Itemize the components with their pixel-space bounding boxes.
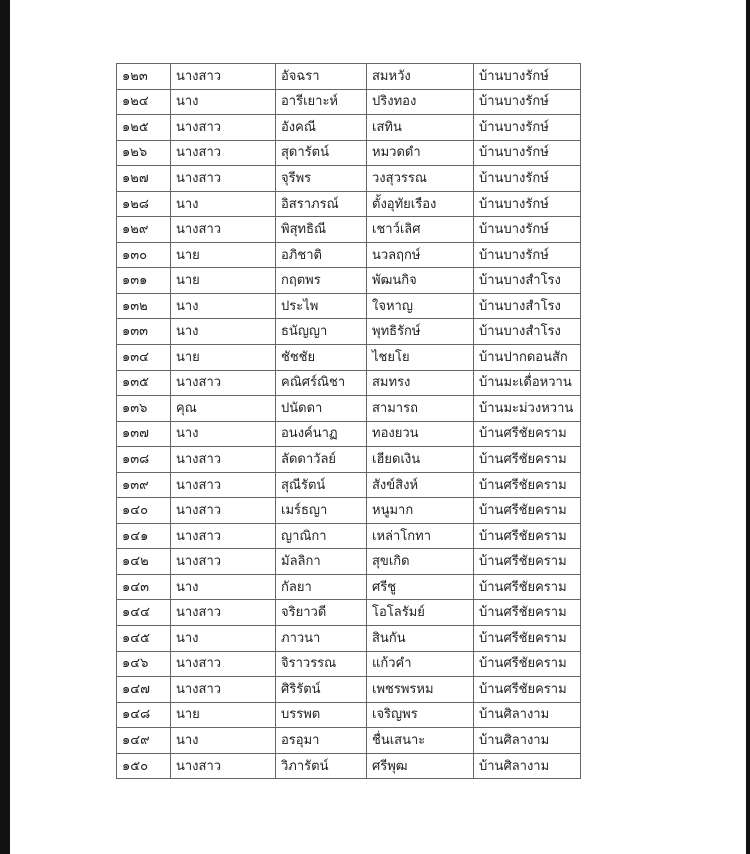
roster-table bbox=[116, 63, 581, 779]
name-title-cell: นางสาว bbox=[171, 498, 276, 524]
first-name-cell: ศิริรัตน์ bbox=[276, 677, 367, 703]
name-title-cell: นางสาว bbox=[171, 753, 276, 779]
first-name-cell: วิภารัตน์ bbox=[276, 753, 367, 779]
first-name-cell: จริยาวดี bbox=[276, 600, 367, 626]
first-name-cell: สุดารัตน์ bbox=[276, 140, 367, 166]
name-title-cell: นาย bbox=[171, 345, 276, 371]
roster-table-body bbox=[117, 64, 581, 779]
row-number-cell: ๑๔๐ bbox=[117, 498, 171, 524]
first-name-cell: ชัชชัย bbox=[276, 345, 367, 371]
first-name-cell: อภิชาติ bbox=[276, 242, 367, 268]
first-name-cell: อนงค์นาฏ bbox=[276, 421, 367, 447]
table-row bbox=[117, 345, 581, 371]
name-title-cell: นางสาว bbox=[171, 600, 276, 626]
last-name-cell: เฮียดเงิน bbox=[367, 447, 474, 473]
name-title-cell: นางสาว bbox=[171, 472, 276, 498]
first-name-cell: อัจฉรา bbox=[276, 64, 367, 90]
row-number-cell: ๑๓๕ bbox=[117, 370, 171, 396]
last-name-cell: เสทิน bbox=[367, 115, 474, 141]
village-name-cell: บ้านศรีชัยคราม bbox=[474, 600, 581, 626]
village-name-cell: บ้านบางสำโรง bbox=[474, 268, 581, 294]
village-name-cell: บ้านศรีชัยคราม bbox=[474, 472, 581, 498]
first-name-cell: อารีเยาะห์ bbox=[276, 89, 367, 115]
table-row bbox=[117, 191, 581, 217]
table-row bbox=[117, 242, 581, 268]
name-title-cell: นางสาว bbox=[171, 64, 276, 90]
row-number-cell: ๑๔๘ bbox=[117, 702, 171, 728]
village-name-cell: บ้านศิลางาม bbox=[474, 702, 581, 728]
row-number-cell: ๑๒๗ bbox=[117, 166, 171, 192]
row-number-cell: ๑๔๓ bbox=[117, 574, 171, 600]
first-name-cell: สุณีรัตน์ bbox=[276, 472, 367, 498]
first-name-cell: จุรีพร bbox=[276, 166, 367, 192]
name-title-cell: นาง bbox=[171, 728, 276, 754]
last-name-cell: สามารถ bbox=[367, 396, 474, 422]
last-name-cell: เหล่าโกทา bbox=[367, 523, 474, 549]
village-name-cell: บ้านปากดอนสัก bbox=[474, 345, 581, 371]
name-title-cell: นางสาว bbox=[171, 549, 276, 575]
row-number-cell: ๑๓๖ bbox=[117, 396, 171, 422]
row-number-cell: ๑๕๐ bbox=[117, 753, 171, 779]
first-name-cell: ลัดดาวัลย์ bbox=[276, 447, 367, 473]
table-row bbox=[117, 447, 581, 473]
row-number-cell: ๑๓๘ bbox=[117, 447, 171, 473]
table-row bbox=[117, 370, 581, 396]
last-name-cell: ทองยวน bbox=[367, 421, 474, 447]
first-name-cell: เมร์ธญา bbox=[276, 498, 367, 524]
name-title-cell: นาง bbox=[171, 626, 276, 652]
table-row bbox=[117, 523, 581, 549]
first-name-cell: พิสุทธิณี bbox=[276, 217, 367, 243]
name-title-cell: นาย bbox=[171, 242, 276, 268]
table-row bbox=[117, 115, 581, 141]
first-name-cell: ปนัดดา bbox=[276, 396, 367, 422]
first-name-cell: อังคณี bbox=[276, 115, 367, 141]
village-name-cell: บ้านศรีชัยคราม bbox=[474, 651, 581, 677]
village-name-cell: บ้านศรีชัยคราม bbox=[474, 626, 581, 652]
village-name-cell: บ้านบางรักษ์ bbox=[474, 64, 581, 90]
first-name-cell: อรอุมา bbox=[276, 728, 367, 754]
document-page bbox=[10, 0, 746, 854]
row-number-cell: ๑๔๔ bbox=[117, 600, 171, 626]
name-title-cell: นางสาว bbox=[171, 447, 276, 473]
last-name-cell: ปริงทอง bbox=[367, 89, 474, 115]
name-title-cell: นาย bbox=[171, 268, 276, 294]
row-number-cell: ๑๔๑ bbox=[117, 523, 171, 549]
first-name-cell: ญาณิกา bbox=[276, 523, 367, 549]
row-number-cell: ๑๒๘ bbox=[117, 191, 171, 217]
name-title-cell: นางสาว bbox=[171, 651, 276, 677]
last-name-cell: พัฒนกิจ bbox=[367, 268, 474, 294]
first-name-cell: มัลลิกา bbox=[276, 549, 367, 575]
table-row bbox=[117, 89, 581, 115]
village-name-cell: บ้านบางรักษ์ bbox=[474, 166, 581, 192]
table-row bbox=[117, 498, 581, 524]
row-number-cell: ๑๔๕ bbox=[117, 626, 171, 652]
last-name-cell: เจริญพร bbox=[367, 702, 474, 728]
first-name-cell: ประไพ bbox=[276, 293, 367, 319]
table-row bbox=[117, 600, 581, 626]
first-name-cell: ธนัญญา bbox=[276, 319, 367, 345]
name-title-cell: นางสาว bbox=[171, 677, 276, 703]
name-title-cell: คุณ bbox=[171, 396, 276, 422]
row-number-cell: ๑๔๖ bbox=[117, 651, 171, 677]
table-row bbox=[117, 753, 581, 779]
table-row bbox=[117, 626, 581, 652]
name-title-cell: นางสาว bbox=[171, 523, 276, 549]
first-name-cell: จิราวรรณ bbox=[276, 651, 367, 677]
village-name-cell: บ้านมะม่วงหวาน bbox=[474, 396, 581, 422]
row-number-cell: ๑๒๙ bbox=[117, 217, 171, 243]
village-name-cell: บ้านมะเดื่อหวาน bbox=[474, 370, 581, 396]
table-row bbox=[117, 702, 581, 728]
row-number-cell: ๑๓๓ bbox=[117, 319, 171, 345]
table-row bbox=[117, 396, 581, 422]
name-title-cell: นางสาว bbox=[171, 370, 276, 396]
name-title-cell: นาง bbox=[171, 293, 276, 319]
name-title-cell: นาง bbox=[171, 574, 276, 600]
last-name-cell: โอโลรัมย์ bbox=[367, 600, 474, 626]
name-title-cell: นาง bbox=[171, 191, 276, 217]
village-name-cell: บ้านศิลางาม bbox=[474, 753, 581, 779]
last-name-cell: สมทรง bbox=[367, 370, 474, 396]
last-name-cell: ชื่นเสนาะ bbox=[367, 728, 474, 754]
row-number-cell: ๑๒๓ bbox=[117, 64, 171, 90]
row-number-cell: ๑๓๒ bbox=[117, 293, 171, 319]
row-number-cell: ๑๓๗ bbox=[117, 421, 171, 447]
row-number-cell: ๑๓๙ bbox=[117, 472, 171, 498]
last-name-cell: หนูมาก bbox=[367, 498, 474, 524]
last-name-cell: สมหวัง bbox=[367, 64, 474, 90]
village-name-cell: บ้านศรีชัยคราม bbox=[474, 498, 581, 524]
table-row bbox=[117, 268, 581, 294]
first-name-cell: กัลยา bbox=[276, 574, 367, 600]
first-name-cell: บรรพต bbox=[276, 702, 367, 728]
name-title-cell: นางสาว bbox=[171, 140, 276, 166]
table-row bbox=[117, 64, 581, 90]
table-row bbox=[117, 140, 581, 166]
village-name-cell: บ้านบางรักษ์ bbox=[474, 115, 581, 141]
village-name-cell: บ้านศรีชัยคราม bbox=[474, 549, 581, 575]
table-row bbox=[117, 677, 581, 703]
name-title-cell: นาง bbox=[171, 421, 276, 447]
village-name-cell: บ้านศรีชัยคราม bbox=[474, 447, 581, 473]
village-name-cell: บ้านบางรักษ์ bbox=[474, 89, 581, 115]
name-title-cell: นาง bbox=[171, 319, 276, 345]
row-number-cell: ๑๔๗ bbox=[117, 677, 171, 703]
row-number-cell: ๑๔๙ bbox=[117, 728, 171, 754]
last-name-cell: ใจหาญ bbox=[367, 293, 474, 319]
village-name-cell: บ้านศรีชัยคราม bbox=[474, 574, 581, 600]
name-title-cell: นาง bbox=[171, 89, 276, 115]
row-number-cell: ๑๒๔ bbox=[117, 89, 171, 115]
village-name-cell: บ้านศรีชัยคราม bbox=[474, 421, 581, 447]
village-name-cell: บ้านบางรักษ์ bbox=[474, 217, 581, 243]
village-name-cell: บ้านบางสำโรง bbox=[474, 293, 581, 319]
first-name-cell: ภาวนา bbox=[276, 626, 367, 652]
row-number-cell: ๑๓๐ bbox=[117, 242, 171, 268]
last-name-cell: พุทธิรักษ์ bbox=[367, 319, 474, 345]
row-number-cell: ๑๒๖ bbox=[117, 140, 171, 166]
name-title-cell: นางสาว bbox=[171, 217, 276, 243]
table-row bbox=[117, 472, 581, 498]
row-number-cell: ๑๒๕ bbox=[117, 115, 171, 141]
row-number-cell: ๑๓๔ bbox=[117, 345, 171, 371]
table-row bbox=[117, 549, 581, 575]
table-row bbox=[117, 421, 581, 447]
last-name-cell: นวลฤกษ์ bbox=[367, 242, 474, 268]
last-name-cell: เชาว์เลิศ bbox=[367, 217, 474, 243]
table-row bbox=[117, 319, 581, 345]
last-name-cell: วงสุวรรณ bbox=[367, 166, 474, 192]
village-name-cell: บ้านศรีชัยคราม bbox=[474, 523, 581, 549]
village-name-cell: บ้านศิลางาม bbox=[474, 728, 581, 754]
village-name-cell: บ้านบางรักษ์ bbox=[474, 242, 581, 268]
name-title-cell: นาย bbox=[171, 702, 276, 728]
last-name-cell: ศรีพุฒ bbox=[367, 753, 474, 779]
first-name-cell: กฤตพร bbox=[276, 268, 367, 294]
name-title-cell: นางสาว bbox=[171, 166, 276, 192]
last-name-cell: สังข์สิงห์ bbox=[367, 472, 474, 498]
last-name-cell: แก้วคำ bbox=[367, 651, 474, 677]
first-name-cell: คณิศร์ณิชา bbox=[276, 370, 367, 396]
name-title-cell: นางสาว bbox=[171, 115, 276, 141]
last-name-cell: สินกัน bbox=[367, 626, 474, 652]
village-name-cell: บ้านบางสำโรง bbox=[474, 319, 581, 345]
table-row bbox=[117, 728, 581, 754]
last-name-cell: เพชรพรหม bbox=[367, 677, 474, 703]
table-row bbox=[117, 574, 581, 600]
table-row bbox=[117, 217, 581, 243]
last-name-cell: หมวดดำ bbox=[367, 140, 474, 166]
last-name-cell: ตั้งอุทัยเรือง bbox=[367, 191, 474, 217]
table-row bbox=[117, 166, 581, 192]
first-name-cell: อิสราภรณ์ bbox=[276, 191, 367, 217]
last-name-cell: สุขเกิด bbox=[367, 549, 474, 575]
row-number-cell: ๑๔๒ bbox=[117, 549, 171, 575]
village-name-cell: บ้านบางรักษ์ bbox=[474, 191, 581, 217]
table-row bbox=[117, 293, 581, 319]
village-name-cell: บ้านศรีชัยคราม bbox=[474, 677, 581, 703]
last-name-cell: ไชยโย bbox=[367, 345, 474, 371]
village-name-cell: บ้านบางรักษ์ bbox=[474, 140, 581, 166]
last-name-cell: ศรีชู bbox=[367, 574, 474, 600]
row-number-cell: ๑๓๑ bbox=[117, 268, 171, 294]
table-row bbox=[117, 651, 581, 677]
